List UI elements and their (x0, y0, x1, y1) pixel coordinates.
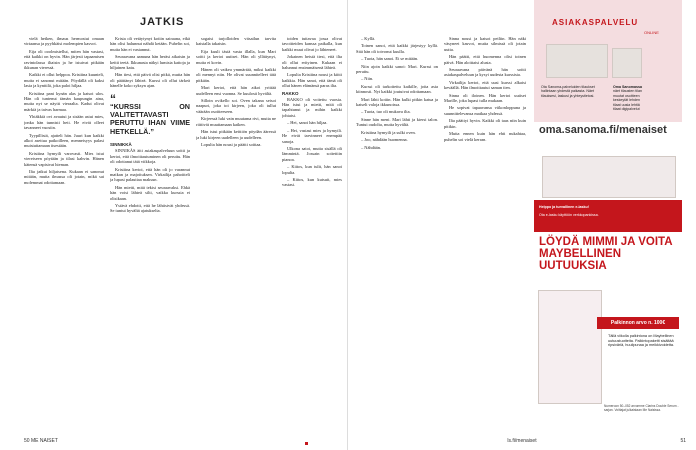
paragraph: Hänen oli vaikea ymmärtää, miksi kaikki oli mennyt niin. He olivat suunnitelleet tätä pitkään. (196, 67, 276, 83)
paragraph: – Tuota, tuo oli mukava ilta. (361, 109, 411, 115)
ad-ebill-banner (534, 200, 682, 232)
page-dot (305, 442, 308, 445)
section-title: JATKIS (140, 16, 185, 28)
paragraph: Lopulta hän nousi ja päätti soittaa. (201, 141, 262, 147)
paragraph: Kirjeessä luki vain muutama rivi, mutta ne riittivät muuttamaan kaiken. (196, 116, 276, 127)
footer-left: 50 ME NAISET (24, 438, 58, 444)
ad-top-list-item: keskeytät lehden (613, 98, 640, 103)
paragraph: Lopulta Kristiina nousi ja kiitti kaikkia. Hän sanoi, että tämä oli ollut hänen elämänsä paras ilta. (282, 72, 342, 89)
paragraph: Eija kuuli tästä vasta illalla, kun Mari soitti ja kertoi uutiset. Hän oli yllättynyt, mutta ei kovin. (196, 48, 276, 65)
paragraph: – Nähdään. (361, 144, 381, 150)
column-4 (282, 36, 342, 428)
ad-small-print: Numeroon 50–052 arvomme Clarins Double Serum -sarjan. Voittajat julkaistaan Me Naisissa. (604, 404, 679, 412)
paragraph: Sinna nousi ja katsoi peiliin. Hän näki väsyneet kasvot, mutta silmissä oli jotain uutta. (444, 36, 526, 52)
ad-top-list-item: näet tilausten tilan (613, 89, 642, 94)
paragraph: – Kiitos, kun kutsuit, mies vastasi. (282, 176, 342, 188)
column-4-body (282, 36, 342, 188)
paragraph: – Niin. (361, 76, 374, 82)
column-1-body (24, 36, 104, 185)
column-2 (110, 36, 190, 428)
ad-top-list-item: tilaat digipalvelut (613, 107, 640, 112)
ad-top-list (610, 82, 680, 114)
column-2-body-after (110, 142, 190, 213)
pull-quote (110, 91, 190, 137)
paragraph: Kaikki ei ollut helppoa. Kristiina kuunteli, mutta ei sanonut mitään. Pöydällä oli kaksi lasia ja kynttilä, joka paloi hiljaa. (24, 72, 104, 89)
paragraph: Eija oli ooolmistellut, miten hän vastasi, että kaikki on hyvin. Hän järjesti tapaamisen ravintolassa iltaisin ja he istuivat pitkään ikkunan vieressä. (24, 48, 104, 71)
paragraph: Toinen sanoi, että kaikki järjestyy kyllä. Sitä hän oli toivonut kuulla. (356, 43, 438, 54)
contest-title: LÖYDÄ MIMMI JA VOITA MAYBELLINEN UUTUUKSIA (539, 236, 673, 272)
magazine-image (612, 48, 642, 78)
paragraph: Hän päätti, että huomenna olisi toinen päivä. Hän aloittaisi alusta. (444, 54, 526, 65)
paragraph: Sinne hän meni. Mari lähti ja kiersi talon. Tuntui oudolta, mutta hyvältä. (356, 116, 438, 128)
pull-quote-text: “KURSSI ON VALITETTAVASTI PERUTTU IHAN VIIME HETKELLÄ.” (110, 101, 190, 136)
paragraph: Mari kertoi, että hän aikoi yrittää uudelleen ensi vuonna. Se kuulosti hyvältä. (196, 85, 276, 96)
paragraph: He sopivat tapaavansa viikonloppuna ja suunnittelevansa matkaa yhdessä. (444, 105, 526, 116)
paragraph: RAKKO oli voitettu vuosia. Hän istui ja mietti, mitä oli tapahtunut ja mihin kaikki johtaisi. (282, 96, 342, 118)
paragraph: Krista oli vetäytynyt kotiin sairaana, eikä hän olisi halunnut nähdä ketään. Puhelin soi, mutta hän ei vastannut. (110, 36, 190, 52)
column-1 (24, 36, 104, 428)
column-2-body (110, 36, 190, 89)
paragraph: Ilta päättyi hyvin. Kaikki oli taas niin kuin pitikin. (444, 118, 526, 129)
ad-top-list-heading: Oma Sanomassa (613, 85, 642, 89)
ad-brand-sub: ONLINE (644, 30, 659, 35)
column-3 (196, 36, 276, 428)
column-6-body (444, 36, 526, 142)
paragraph: Ilta jatkui hiljaisena. Kukaan ei sanonut mitään, mutta ilmassa oli jotain, mikä sai molemmat odottamaan. (24, 168, 104, 185)
paragraph: Virkailija kertoi, että uusi kurssi alkaisi keväällä. Hän ilmoittautui saman tien. (444, 79, 526, 91)
paragraph: Niin ajoin kaikki sanoi: Mari. Kurssi on peruttu. (356, 63, 438, 75)
paragraph: Kristiina kertoi, että hän oli jo varannut matkan ja majoituksen. Virkailija pahoitteli ja lupasi palauttaa maksun. (110, 166, 190, 183)
advertisement (534, 0, 682, 438)
paragraph: vielä hetken, ilmaus hermostui omaan virtaansa ja pyyhkäisi molempien kasvot. (24, 36, 104, 47)
paragraph: Jokainen heistä tiesi, että ilta oli ollut erityinen. Kukaan ei halunnut ensimmäisenä lähteä. (282, 54, 342, 71)
paragraph: Kristiina hymyili ja sulki oven. (361, 129, 416, 135)
paragraph: Kristiina pani kynän alas ja katsoi ulos. Hän oli tuntenut tämän kaupungin aina, mutta nyt se näytti vieraalta. Kadut olivat märkiä ja taivas harmaa. (24, 90, 104, 112)
paragraph: Seuraavana päivänä hän soitti asiakaspalveluun ja kysyi uudesta kurssista. (444, 67, 526, 78)
paragraph: Hän mietti, mitä tekisi seuraavaksi. Ehkä hän voisi lähteä silti, vaikka kurssia ei olisikaan. (110, 184, 190, 201)
paragraph: Seuraavana aamuna hän heräsi aikaisin ja keitti teetä. Ikkunasta näkyi lumisia kattoja ja hiljainen katu. (110, 54, 190, 71)
products-image (538, 290, 602, 404)
paragraph: – Hei, sanoi hän hiljaa. (287, 120, 328, 126)
ad-top-panel (534, 0, 682, 122)
subheading: RAKKO (282, 90, 299, 96)
paragraph: sogaisi tarjolloiden vitsailun tarvita kaistalla takaisin. (196, 36, 276, 47)
paragraph: SINNIKÄS äiti asiakaspalveluun soitti ja kertoi, että ilmoittautuminen oli peruttu. Hän oli odottanut tätä viikkoja. (110, 148, 190, 165)
paragraph: – Hei, vastasi mies ja hymyili. He eivät tarvinneet enempää sanoja. (282, 127, 342, 144)
paragraph: Sinna oli iloinen. Hän kertoi uutiset Marille, joka lupasi tulla mukaan. (444, 92, 526, 104)
paragraph: – Kiitos, kun tulit, hän sanoi lopulta. (282, 164, 342, 175)
quote-mark: “ (110, 91, 116, 106)
ad-brand: ASIAKASPALVELU (552, 18, 639, 27)
paragraph: Hän istui pitkään keittiön pöydän ääressä ja luki kirjeen uudelleen ja uudelleen. (196, 129, 276, 140)
ad-screens-image (542, 156, 676, 198)
prize-description: Tällä viikolla palkintona on Maybellinen uutuustuotteita. Palkintopaketti sisältää ripsiväriä, huulipunaa ja meikkivoidetta. (608, 334, 675, 348)
paragraph: Yhtäkkiä ovi avautui ja sisään astui mies, jonka hän tunnisti heti. He eivät olleet tavanneet vuosiin. (24, 114, 104, 131)
paragraph: Tyypillistä, ajatteli hän. Juuri kun kaikki alkoi asettua paikoilleen, menneisyys palasi muistuttamaan itsestään. (24, 132, 104, 149)
paragraph: – Kyllä. (361, 36, 376, 41)
ad-url[interactable]: oma.sanoma.fi/menaiset (539, 124, 667, 136)
paragraph: Kurssi oli tarkoitettu kaikille, joita asia kiinnosti. Nyt kaikki joutuivat odottamaan. (356, 83, 438, 95)
paragraph: Ulkona satoi, mutta sisällä oli lämmintä. Jossain soitettiin pianoa. (282, 145, 342, 162)
paragraph: Kristiina hymyili varovasti. Mies istui viereiseen pöytään ja tilasi kahvin. Hänen kätensä vapisivat hieman. (24, 150, 104, 167)
paragraph: Mutta ennen kuin hän ehti nukahtaa, puhelin soi vielä kerran. (444, 131, 526, 142)
ad-top-text: Ota Sanoma-palveluiden tilaukset hallintaan yhdestä paikasta. Näet tilauksesi, laskusi ja yhteystietosi. (541, 85, 595, 98)
paragraph: – Tuota, hän sanoi. Ei se mitään. (361, 56, 419, 62)
paragraph: Hän tiesi, että päivä olisi pitkä, mutta hän oli päättänyt lähteä. Kurssi oli ollut tärkeä hänelle koko syksyn ajan. (110, 72, 190, 89)
ad-top-list-item: muutat osoitteen (613, 93, 640, 98)
paragraph: – Joo, nähdään huomenna. (361, 137, 408, 143)
column-6 (444, 36, 526, 428)
paragraph: toiden tuttavaa jossa olivat tavoitteiden kanssa paikalla, kun kaikki muut olivat jo lähteneet. (282, 36, 342, 52)
ad-ebill-text: Ota e-lasku käyttöön verkkopankissa. (539, 213, 599, 217)
ad-ebill-title: Helppo ja turvallinen e-lasku! (539, 205, 589, 209)
column-5-body (356, 36, 438, 150)
paragraph: Mari lähti kotiin. Hän kulki pitkin katua ja katseli valoja ikkunoissa. (356, 96, 438, 108)
column-3-body (196, 36, 276, 147)
paragraph: Silloin ovikello soi. Oven takana seisoi naapuri, joka toi kirjeen, joka oli tullut väärään osoitteeseen. (196, 98, 276, 114)
paragraph: Ystävä ehdotti, että he lähtisivät yhdessä. Se tuntui hyvältä ajatukselta. (110, 202, 190, 214)
footer-right: 51 (680, 438, 686, 444)
footer-center: ls.fi/menaiset (507, 438, 537, 444)
device-image (546, 44, 608, 78)
subheading: SINNIKKÄ (110, 142, 132, 148)
ad-top-list-item: tilaat uusia lehtiä (613, 102, 640, 107)
column-5 (356, 36, 438, 428)
prize-banner: Palkinnon arvo n. 100€ (597, 317, 679, 329)
